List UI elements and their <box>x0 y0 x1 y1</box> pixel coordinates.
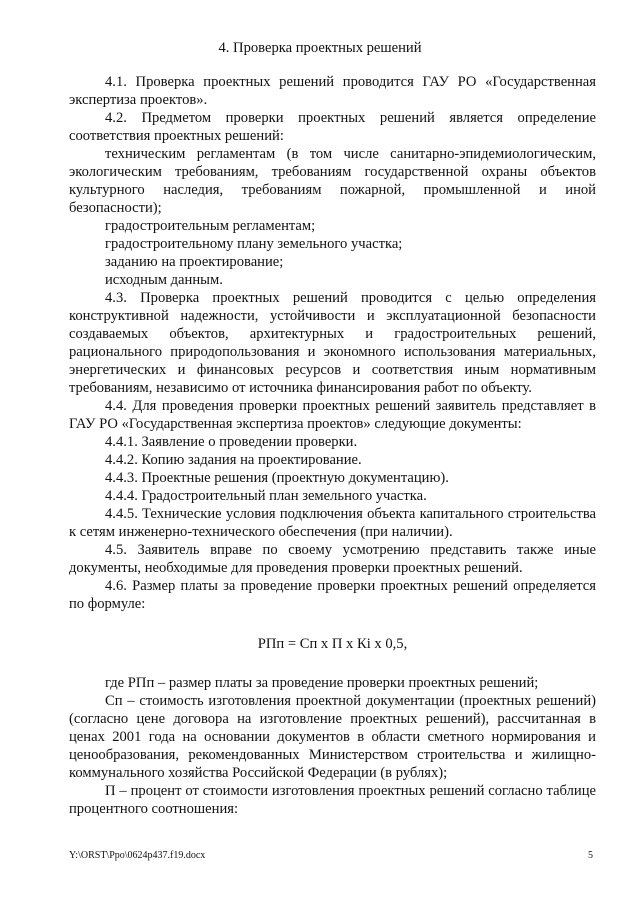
paragraph-4-4-5: 4.4.5. Технические условия подключения объекта капитального строительства к сетям инженерно-технического обеспечения (при наличии). <box>69 506 596 540</box>
paragraph-4-4-3: 4.4.3. Проектные решения (проектную документацию). <box>105 470 449 486</box>
formula-definition-p: П – процент от стоимости изготовления проектных решений согласно таблице процентного соотношения: <box>69 783 596 817</box>
paragraph-4-4: 4.4. Для проведения проверки проектных решений заявитель представляет в ГАУ РО «Государственная экспертиза проектов» следующие документы: <box>69 398 596 432</box>
paragraph-4-6: 4.6. Размер платы за проведение проверки проектных решений определяется по формуле: <box>69 578 596 612</box>
page-number: 5 <box>588 850 593 861</box>
paragraph-4-2: 4.2. Предметом проверки проектных решений является определение соответствия проектных решений: <box>69 110 596 144</box>
list-item-technical-regulations: техническим регламентам (в том числе санитарно-эпидемиологическим, экологическим требованиям, требованиям государственной охраны объектов культурного наследия, требованиям пожарной, промышленной и иной безопасности); <box>69 146 596 216</box>
document-body <box>69 73 596 818</box>
section-title: 4. Проверка проектных решений <box>218 40 422 56</box>
list-item-urban-regulations: градостроительным регламентам; <box>105 218 316 234</box>
list-item-design-task: заданию на проектирование; <box>105 254 284 270</box>
paragraph-4-4-2: 4.4.2. Копию задания на проектирование. <box>105 452 362 468</box>
list-item-land-plan: градостроительному плану земельного участка; <box>105 236 403 252</box>
paragraph-4-3: 4.3. Проверка проектных решений проводится с целью определения конструктивной надежности, устойчивости и эксплуатационной безопасности создаваемых объектов, архитектурных и градостроительных решений, рационального природопользования и экономного использования материальных, энергетических и финансовых ресурсов и соответствия иным нормативным требованиям, независимо от источника финансирования работ по объекту. <box>69 290 596 396</box>
paragraph-4-4-1: 4.4.1. Заявление о проведении проверки. <box>105 434 358 450</box>
fee-formula: РПп = Сп х П х Кi х 0,5, <box>257 636 408 652</box>
formula-definition-sp: Сп – стоимость изготовления проектной документации (проектных решений) (согласно цене договора на изготовление проектных решений), рассчитанная в ценах 2001 года на основании документов в области сметного нормирования и ценообразования, рекомендованных Министерством строительства и жилищно-коммунального хозяйства Российской Федерации (в рублях); <box>69 693 596 781</box>
list-item-source-data: исходным данным. <box>105 272 223 288</box>
paragraph-4-4-4: 4.4.4. Градостроительный план земельного участка. <box>105 488 427 504</box>
formula-definition-rpp: где РПп – размер платы за проведение проверки проектных решений; <box>105 675 539 691</box>
footer-file-path: Y:\ORST\Ppo\0624p437.f19.docx <box>69 850 206 861</box>
paragraph-4-5: 4.5. Заявитель вправе по своему усмотрению представить также иные документы, необходимые для проведения проверки проектных решений. <box>69 542 596 576</box>
paragraph-4-1: 4.1. Проверка проектных решений проводится ГАУ РО «Государственная экспертиза проектов». <box>69 74 596 108</box>
